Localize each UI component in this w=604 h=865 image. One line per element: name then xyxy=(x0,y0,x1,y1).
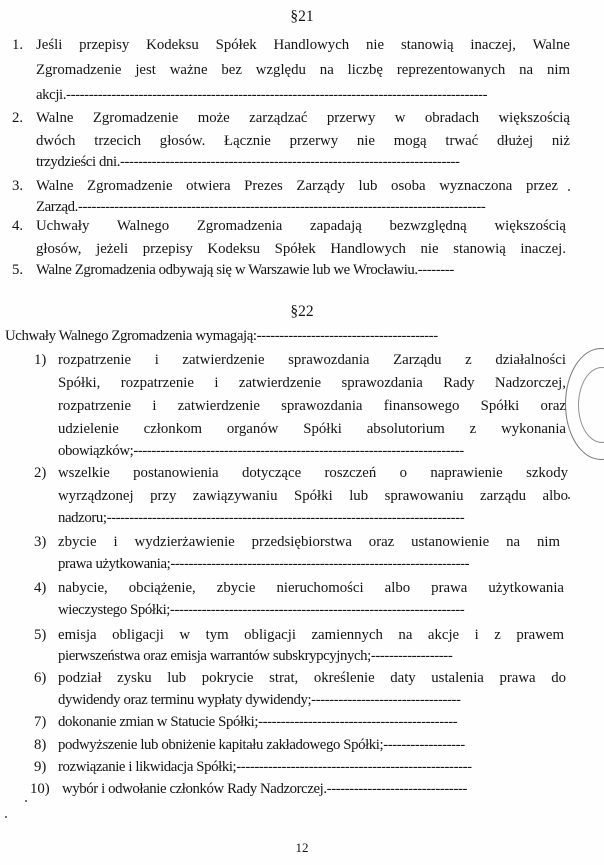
item-line: Zgromadzenie jest ważne bez względu na liczbę reprezentowanych na nim xyxy=(36,62,570,78)
item-line: Walne Zgromadzenie otwiera Prezes Zarządy lub osoba wyznaczona przez xyxy=(36,178,558,194)
item-line: Uchwały Walnego Zgromadzenia zapadają bezwzględną większością xyxy=(36,218,566,234)
item-line: głosów, jeżeli przepisy Kodeksu Spółek Handlowych nie stanowią inaczej. xyxy=(36,241,566,257)
item-line: emisja obligacji w tym obligacji zamiennych na akcje i z prawem xyxy=(58,627,564,643)
item-number: 4. xyxy=(12,218,24,234)
item-line: dywidendy oraz terminu wypłaty dywidendy;--------------------------------- xyxy=(58,692,461,708)
scan-speck xyxy=(568,189,570,191)
item-line: Walne Zgromadzenia odbywają się w Warszawie lub we Wrocławiu.-------- xyxy=(36,262,454,278)
section-22-heading: §22 xyxy=(290,303,314,320)
item-number: 2. xyxy=(12,110,24,126)
item-line: udzielenie członkom organów Spółki absolutorium z wykonania xyxy=(58,421,566,437)
item-number: 3) xyxy=(34,534,47,550)
item-number: 2) xyxy=(34,465,47,481)
item-number: 5. xyxy=(12,262,24,278)
item-line: wieczystego Spółki;----------------------------------------------------------------- xyxy=(58,602,465,618)
item-number: 5) xyxy=(34,627,47,643)
scan-speck xyxy=(25,800,27,802)
item-line: dokonanie zmian w Statucie Spółki;-------------------------------------------- xyxy=(58,714,458,730)
item-line: prawa użytkowania;------------------------------------------------------------------ xyxy=(58,556,470,572)
item-line: Walne Zgromadzenie może zarządzać przerwy w obradach większością xyxy=(36,110,570,126)
item-line: rozwiązanie i likwidacja Spółki;---------------------------------------------------- xyxy=(58,759,472,775)
item-line: podział zysku lub pokrycie strat, określenie daty ustalenia prawa do xyxy=(58,670,566,686)
item-line: wyrządzonej przy zawiązywaniu Spółki lub sprawowaniu zarządu albo xyxy=(58,488,568,504)
item-line: trzydzieści dni.--------------------------------------------------------------------------- xyxy=(36,154,460,170)
item-number: 10) xyxy=(30,781,50,797)
item-number: 1) xyxy=(34,352,47,368)
item-number: 3. xyxy=(12,178,24,194)
item-line: pierwszeństwa oraz emisja warrantów subskrypcyjnych;------------------ xyxy=(58,648,453,664)
item-number: 6) xyxy=(34,670,47,686)
item-line: dwóch trzecich głosów. Łącznie przerwy nie mogą trwać dłużej niż xyxy=(36,133,570,149)
item-line: akcji.--------------------------------------------------------------------------------------------- xyxy=(36,87,488,103)
item-line: nabycie, obciążenie, zbycie nieruchomości albo prawa użytkowania xyxy=(58,580,564,596)
item-line: nadzoru;------------------------------------------------------------------------------- xyxy=(58,510,465,526)
item-line: zbycie i wydzierżawienie przedsiębiorstwa oraz ustanowienie na nim xyxy=(58,534,560,550)
item-line: podwyższenie lub obniżenie kapitału zakładowego Spółki;------------------ xyxy=(58,737,465,753)
item-number: 1. xyxy=(12,37,24,53)
page-number: 12 xyxy=(295,840,309,855)
item-number: 7) xyxy=(34,714,47,730)
item-line: Spółki, rozpatrzenie i zatwierdzenie sprawozdania Rady Nadzorczej, xyxy=(58,375,566,391)
item-line: rozpatrzenie i zatwierdzenie sprawozdania finansowego Spółki oraz xyxy=(58,398,566,414)
seal-emblem xyxy=(578,367,604,443)
item-line: Jeśli przepisy Kodeksu Spółek Handlowych nie stanowią inaczej, Walne xyxy=(36,37,570,53)
item-line: wszelkie postanowienia dotyczące roszczeń o naprawienie szkody xyxy=(58,465,568,481)
official-seal xyxy=(565,348,604,460)
section-21-heading: §21 xyxy=(290,8,314,25)
item-number: 8) xyxy=(34,737,47,753)
item-number: 4) xyxy=(34,580,47,596)
item-line: wybór i odwołanie członków Rady Nadzorczej.------------------------------- xyxy=(62,781,468,797)
section-22-lead: Uchwały Walnego Zgromadzenia wymagają:---------------------------------------- xyxy=(5,328,438,344)
item-number: 9) xyxy=(34,759,47,775)
scan-speck xyxy=(568,497,570,499)
item-line: Zarząd.------------------------------------------------------------------------------------------ xyxy=(36,199,486,215)
scan-speck xyxy=(5,816,7,818)
item-line: obowiązków;------------------------------------------------------------------------- xyxy=(58,443,464,459)
item-line: rozpatrzenie i zatwierdzenie sprawozdania Zarządu z działalności xyxy=(58,352,566,368)
